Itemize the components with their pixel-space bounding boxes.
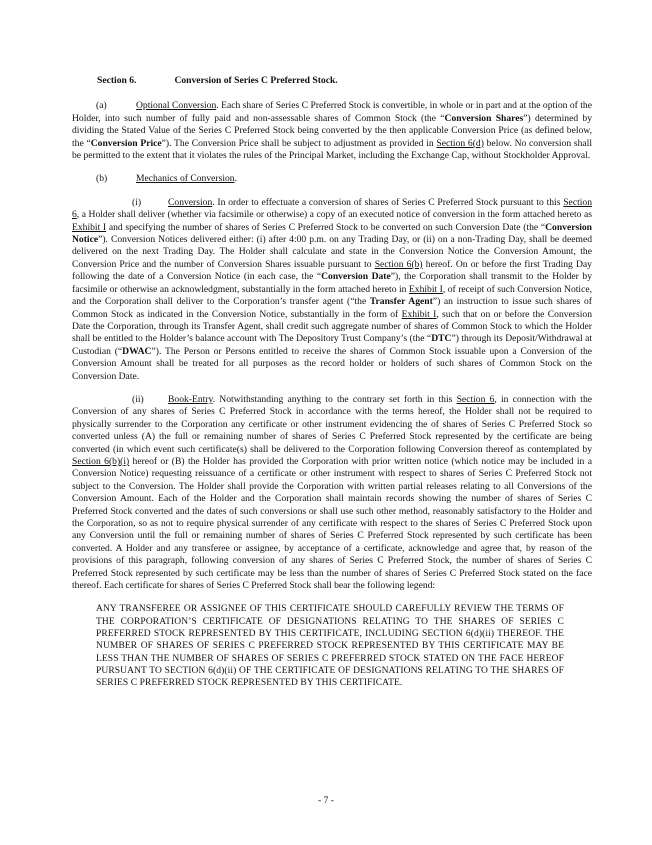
paragraph-a-label: (a) [96, 100, 107, 112]
section-reference: Section 6 [72, 196, 592, 221]
paragraph-i-text: , of receipt of such Conversion Notice, and the Corporation shall deliver to the Corporation’s transfer agent (“the [72, 283, 592, 308]
paragraph-b-heading: Mechanics of Conversion [136, 173, 235, 185]
paragraph-i-text: ”) an instruction to issue such shares of Common Stock as indicated in the Conversion Notice, substantially in the form of [72, 296, 592, 320]
paragraph-ii-label: (ii) [132, 393, 144, 405]
paragraph-i-text: , a Holder shall deliver (whether via facsimile or otherwise) a copy of an executed notice of conversion in the form attached hereto as [76, 209, 592, 221]
section-number: Section 6. [97, 75, 137, 86]
paragraph-ii-text: , in connection with the Conversion of any shares of Series C Preferred Stock in accordance with the terms hereof, the Holder shall not be required to physically surrender to the Corporation any certificate or other instrument evidencing the of shares of Series C Preferred Stock so converted unless (A) the full or remaining number of shares of Series C Preferred Stock represented by the certificate are being converted (in which event such certificate(s) shall be delivered to the Corporation following Conversion thereof as contemplated by [72, 393, 592, 455]
section-title: Conversion of Series C Preferred Stock. [174, 75, 338, 86]
paragraph-b-label: (b) [96, 173, 108, 185]
paragraph-i-text: ”). Conversion Notices delivered either: (i) after 4:00 p.m. on any Trading Day, or (ii) on a non-Trading Day, shall be deemed delivered on the next Trading Day. The Holder shall calculate and state in the Conversion Notice the Conversion Amount, the Conversion Price and the number of Conversion Shares issuable pursuant to [72, 234, 592, 270]
paragraph-b [72, 173, 592, 185]
defined-term: Conversion Price [90, 137, 162, 149]
section-reference: Section 6 [456, 393, 495, 405]
page-number: - 7 - [318, 795, 334, 806]
paragraph-i-text: , such that on or before the Conversion Date the Corporation, through its Transfer Agent, shall credit such aggregate number of shares of Common Stock to which the Holder shall be entitled to the Holder’s balance account with The Depository Trust Company’s (the “ [72, 308, 592, 345]
exhibit-reference: Exhibit I [408, 283, 443, 295]
paragraph-ii-heading: Book-Entry [168, 393, 213, 405]
defined-term: Conversion Notice [72, 221, 592, 246]
paragraph-a-text: ”). The Conversion Price shall be subject to adjustment as provided in [161, 137, 437, 149]
paragraph-i-label: (i) [132, 196, 142, 208]
paragraph-a [72, 100, 592, 162]
paragraph-ii [72, 394, 592, 593]
paragraph-i-text: . In order to effectuate a conversion of shares of Series C Preferred Stock pursuant to this [212, 196, 564, 208]
paragraph-i-heading: Conversion [168, 196, 213, 208]
section-reference: Section 6(b)(i) [72, 455, 130, 467]
defined-term: Transfer Agent [369, 296, 433, 308]
section-reference: Section 6(d) [436, 137, 484, 149]
paragraph-a-text: ”) determined by dividing the Stated Value of the Series C Preferred Stock being converted by the then applicable Conversion Price (as defined below, the “ [72, 112, 592, 149]
certificate-legend: ANY TRANSFEREE OR ASSIGNEE OF THIS CERTIFICATE SHOULD CAREFULLY REVIEW THE TERMS OF THE CORPORATION’S CERTIFICATE OF DESIGNATIONS RELATING TO THE SHARES OF SERIES C PREFERRED STOCK REPRESENTED BY THIS CERTIFICATE, INCLUDING SECTION 6(d)(ii) THEREOF. THE NUMBER OF SHARES OF SERIES C PREFERRED STOCK REPRESENTED BY THIS CERTIFICATE MAY BE LESS THAN THE NUMBER OF SHARES OF SERIES C PREFERRED STOCK STATED ON THE FACE HEREOF PURSUANT TO SECTION 6(d)(ii) OF THE CERTIFICATE OF DESIGNATIONS RELATING TO THE SHARES OF SERIES C PREFERRED STOCK REPRESENTED BY THIS CERTIFICATE. [96, 604, 564, 689]
exhibit-reference: Exhibit I [72, 221, 107, 233]
defined-term: Conversion Date [321, 271, 391, 283]
paragraph-i [72, 197, 592, 383]
defined-term: DWAC [122, 345, 152, 357]
defined-term: DTC [431, 333, 452, 345]
paragraph-i-text: ”) through its Deposit/Withdrawal at Custodian (“ [72, 333, 592, 357]
paragraph-i-text: and specifying the number of shares of Series C Preferred Stock to be converted on such Conversion Date (the “ [106, 221, 546, 233]
paragraph-i-text: hereof. On or before the first Trading Day following the date of a Conversion Notice (in each case, the “ [72, 258, 592, 283]
paragraph-ii-text: hereof or (B) the Holder has provided the Corporation with prior written notice (which notice may be included in a Conversion Notice) requesting reissuance of a certificate or other instrument with respect to shares of Series C Preferred Stock not subject to the Conversion. The Holder shall provide the Corporation with written partial releases relating to all Conversions of the Conversion Amount. Each of the Holder and the Corporation shall maintain records showing the number of shares of Series C Preferred Stock converted and the dates of such conversions or shall use such other method, reasonably satisfactory to the Holder and the Corporation, so as not to require physical surrender of any certificate with respect to the shares of Series C Preferred Stock upon any Conversion until the full or remaining number of shares of Series C Preferred Stock represented by such certificate has been converted. A Holder and any transferee or assignee, by acceptance of a certificate, acknowledge and agree that, by reason of the provisions of this paragraph, following conversion of any shares of Series C Preferred Stock, the number of shares of Series C Preferred Stock represented by such certificate may be less than the number of shares of Series C Preferred Stock stated on the face thereof. Each certificate for shares of Series C Preferred Stock shall bear the following legend: [72, 455, 592, 592]
paragraph-a-text: . Each share of Series C Preferred Stock is convertible, in whole or in part and at the option of the Holder, into such number of fully paid and non-assessable shares of Common Stock (the “ [72, 100, 592, 124]
paragraph-a-text: below. No conversion shall be permitted to the extent that it violates the rules of the Principal Market, including the Exchange Cap, without Stockholder Approval. [72, 137, 592, 162]
defined-term: Conversion Shares [444, 112, 524, 124]
paragraph-i-text: ”), the Corporation shall transmit to the Holder by facsimile or otherwise an acknowledgment, substantially in the form attached hereto in [72, 271, 592, 295]
exhibit-reference: Exhibit I [401, 308, 437, 320]
paragraph-i-text: ”). The Person or Persons entitled to receive the shares of Common Stock issuable upon a Conversion of the Conversion Amount shall be treated for all purposes as the record holder or holders of such shares of Common Stock on the Conversion Date. [72, 345, 592, 382]
section-heading [97, 75, 592, 87]
paragraph-ii-text: . Notwithstanding anything to the contrary set forth in this [212, 393, 457, 405]
section-reference: Section 6(b) [374, 258, 423, 270]
paragraph-b-text: . [234, 173, 237, 185]
document-body [72, 75, 592, 690]
paragraph-a-heading: Optional Conversion [136, 100, 217, 112]
